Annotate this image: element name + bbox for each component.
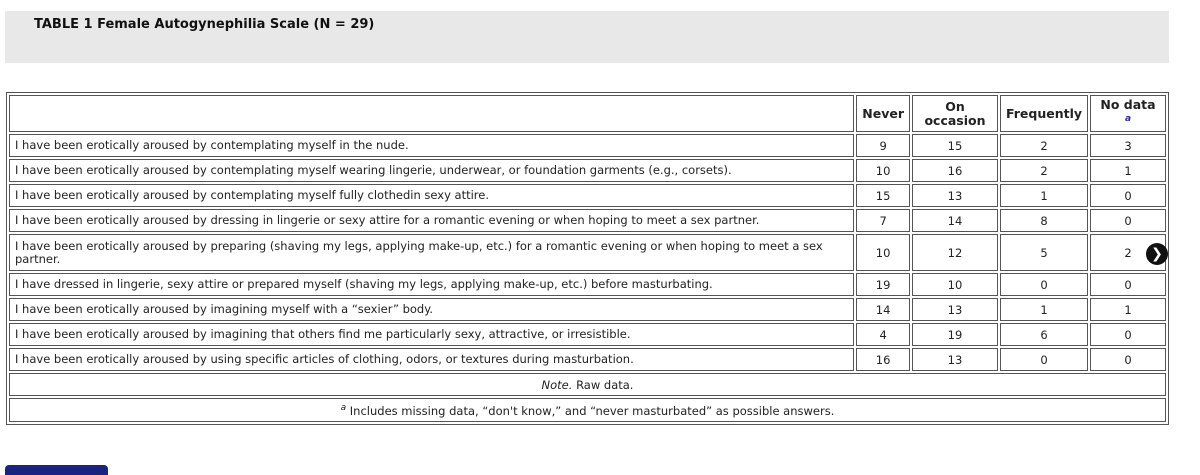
table-row [9,184,1166,207]
frequently-cell: 8 [1000,209,1088,232]
frequently-cell: 0 [1000,273,1088,296]
footnote-text: Includes missing data, “don't know,” and “never masturbated” as possible answers. [349,403,835,418]
never-cell: 16 [856,348,910,371]
nodata-cell: 1 [1090,159,1166,182]
table-row [9,159,1166,182]
header-footnote-link[interactable]: a [1124,113,1132,124]
item-cell: I have been erotically aroused by imagining that others find me particularly sexy, attractive, or irresistible. [9,323,854,346]
chevron-right-icon: ❯ [1151,246,1163,262]
table-note [9,373,1166,396]
nodata-cell: 0 [1090,209,1166,232]
occasion-cell: 13 [912,348,998,371]
occasion-cell: 19 [912,323,998,346]
never-cell: 10 [856,234,910,271]
item-cell: I have dressed in lingerie, sexy attire or prepared myself (shaving my legs, applying make-up, etc.) before masturbating. [9,273,854,296]
never-cell: 9 [856,134,910,157]
header-no-data [1090,95,1166,132]
occasion-cell: 16 [912,159,998,182]
header-frequently: Frequently [1000,95,1088,132]
occasion-cell: 13 [912,184,998,207]
occasion-cell: 12 [912,234,998,271]
never-cell: 15 [856,184,910,207]
table-row [9,348,1166,371]
item-cell: I have been erotically aroused by imagining myself with a “sexier” body. [9,298,854,321]
never-cell: 7 [856,209,910,232]
table-row [9,209,1166,232]
frequently-cell: 5 [1000,234,1088,271]
nodata-cell: 0 [1090,348,1166,371]
occasion-cell: 14 [912,209,998,232]
frequently-cell: 1 [1000,298,1088,321]
bottom-tab[interactable] [5,465,108,475]
item-cell: I have been erotically aroused by dressing in lingerie or sexy attire for a romantic evening or when hoping to meet a sex partner. [9,209,854,232]
table-footnote-row [9,398,1166,422]
frequently-cell: 6 [1000,323,1088,346]
item-cell: I have been erotically aroused by contemplating myself in the nude. [9,134,854,157]
frequently-cell: 0 [1000,348,1088,371]
table-title: TABLE 1 Female Autogynephilia Scale (N = 29) [34,17,375,32]
table-row [9,298,1166,321]
item-cell: I have been erotically aroused by preparing (shaving my legs, applying make-up, etc.) for a romantic evening or when hoping to meet a sex partner. [9,234,854,271]
item-cell: I have been erotically aroused by contemplating myself wearing lingerie, underwear, or foundation garments (e.g., corsets). [9,159,854,182]
occasion-cell: 10 [912,273,998,296]
nodata-cell: 0 [1090,184,1166,207]
nodata-cell: 3 [1090,134,1166,157]
next-button[interactable] [1146,243,1168,265]
frequently-cell: 2 [1000,159,1088,182]
item-cell: I have been erotically aroused by using specific articles of clothing, odors, or textures during masturbation. [9,348,854,371]
nodata-cell: 1 [1090,298,1166,321]
header-on-occasion: On occasion [912,95,998,132]
frequently-cell: 2 [1000,134,1088,157]
table-footnote [9,398,1166,422]
nodata-cell: 0 [1090,323,1166,346]
note-label: Note. [541,377,573,392]
never-cell: 10 [856,159,910,182]
header-item [9,95,854,132]
table-row [9,234,1166,271]
table-caption-bar [5,11,1169,63]
footnote-mark: a [340,402,347,413]
frequently-cell: 1 [1000,184,1088,207]
never-cell: 19 [856,273,910,296]
note-text: Raw data. [576,377,634,392]
table-note-row [9,373,1166,396]
never-cell: 4 [856,323,910,346]
table-header-row [9,95,1166,132]
occasion-cell: 13 [912,298,998,321]
header-no-data-label: No data [1100,96,1156,112]
item-cell: I have been erotically aroused by contemplating myself fully clothedin sexy attire. [9,184,854,207]
nodata-cell: 2 [1090,234,1166,271]
nodata-cell: 0 [1090,273,1166,296]
autogynephilia-table [6,92,1169,425]
occasion-cell: 15 [912,134,998,157]
never-cell: 14 [856,298,910,321]
table-row [9,323,1166,346]
header-never: Never [856,95,910,132]
table-row [9,134,1166,157]
table-row [9,273,1166,296]
